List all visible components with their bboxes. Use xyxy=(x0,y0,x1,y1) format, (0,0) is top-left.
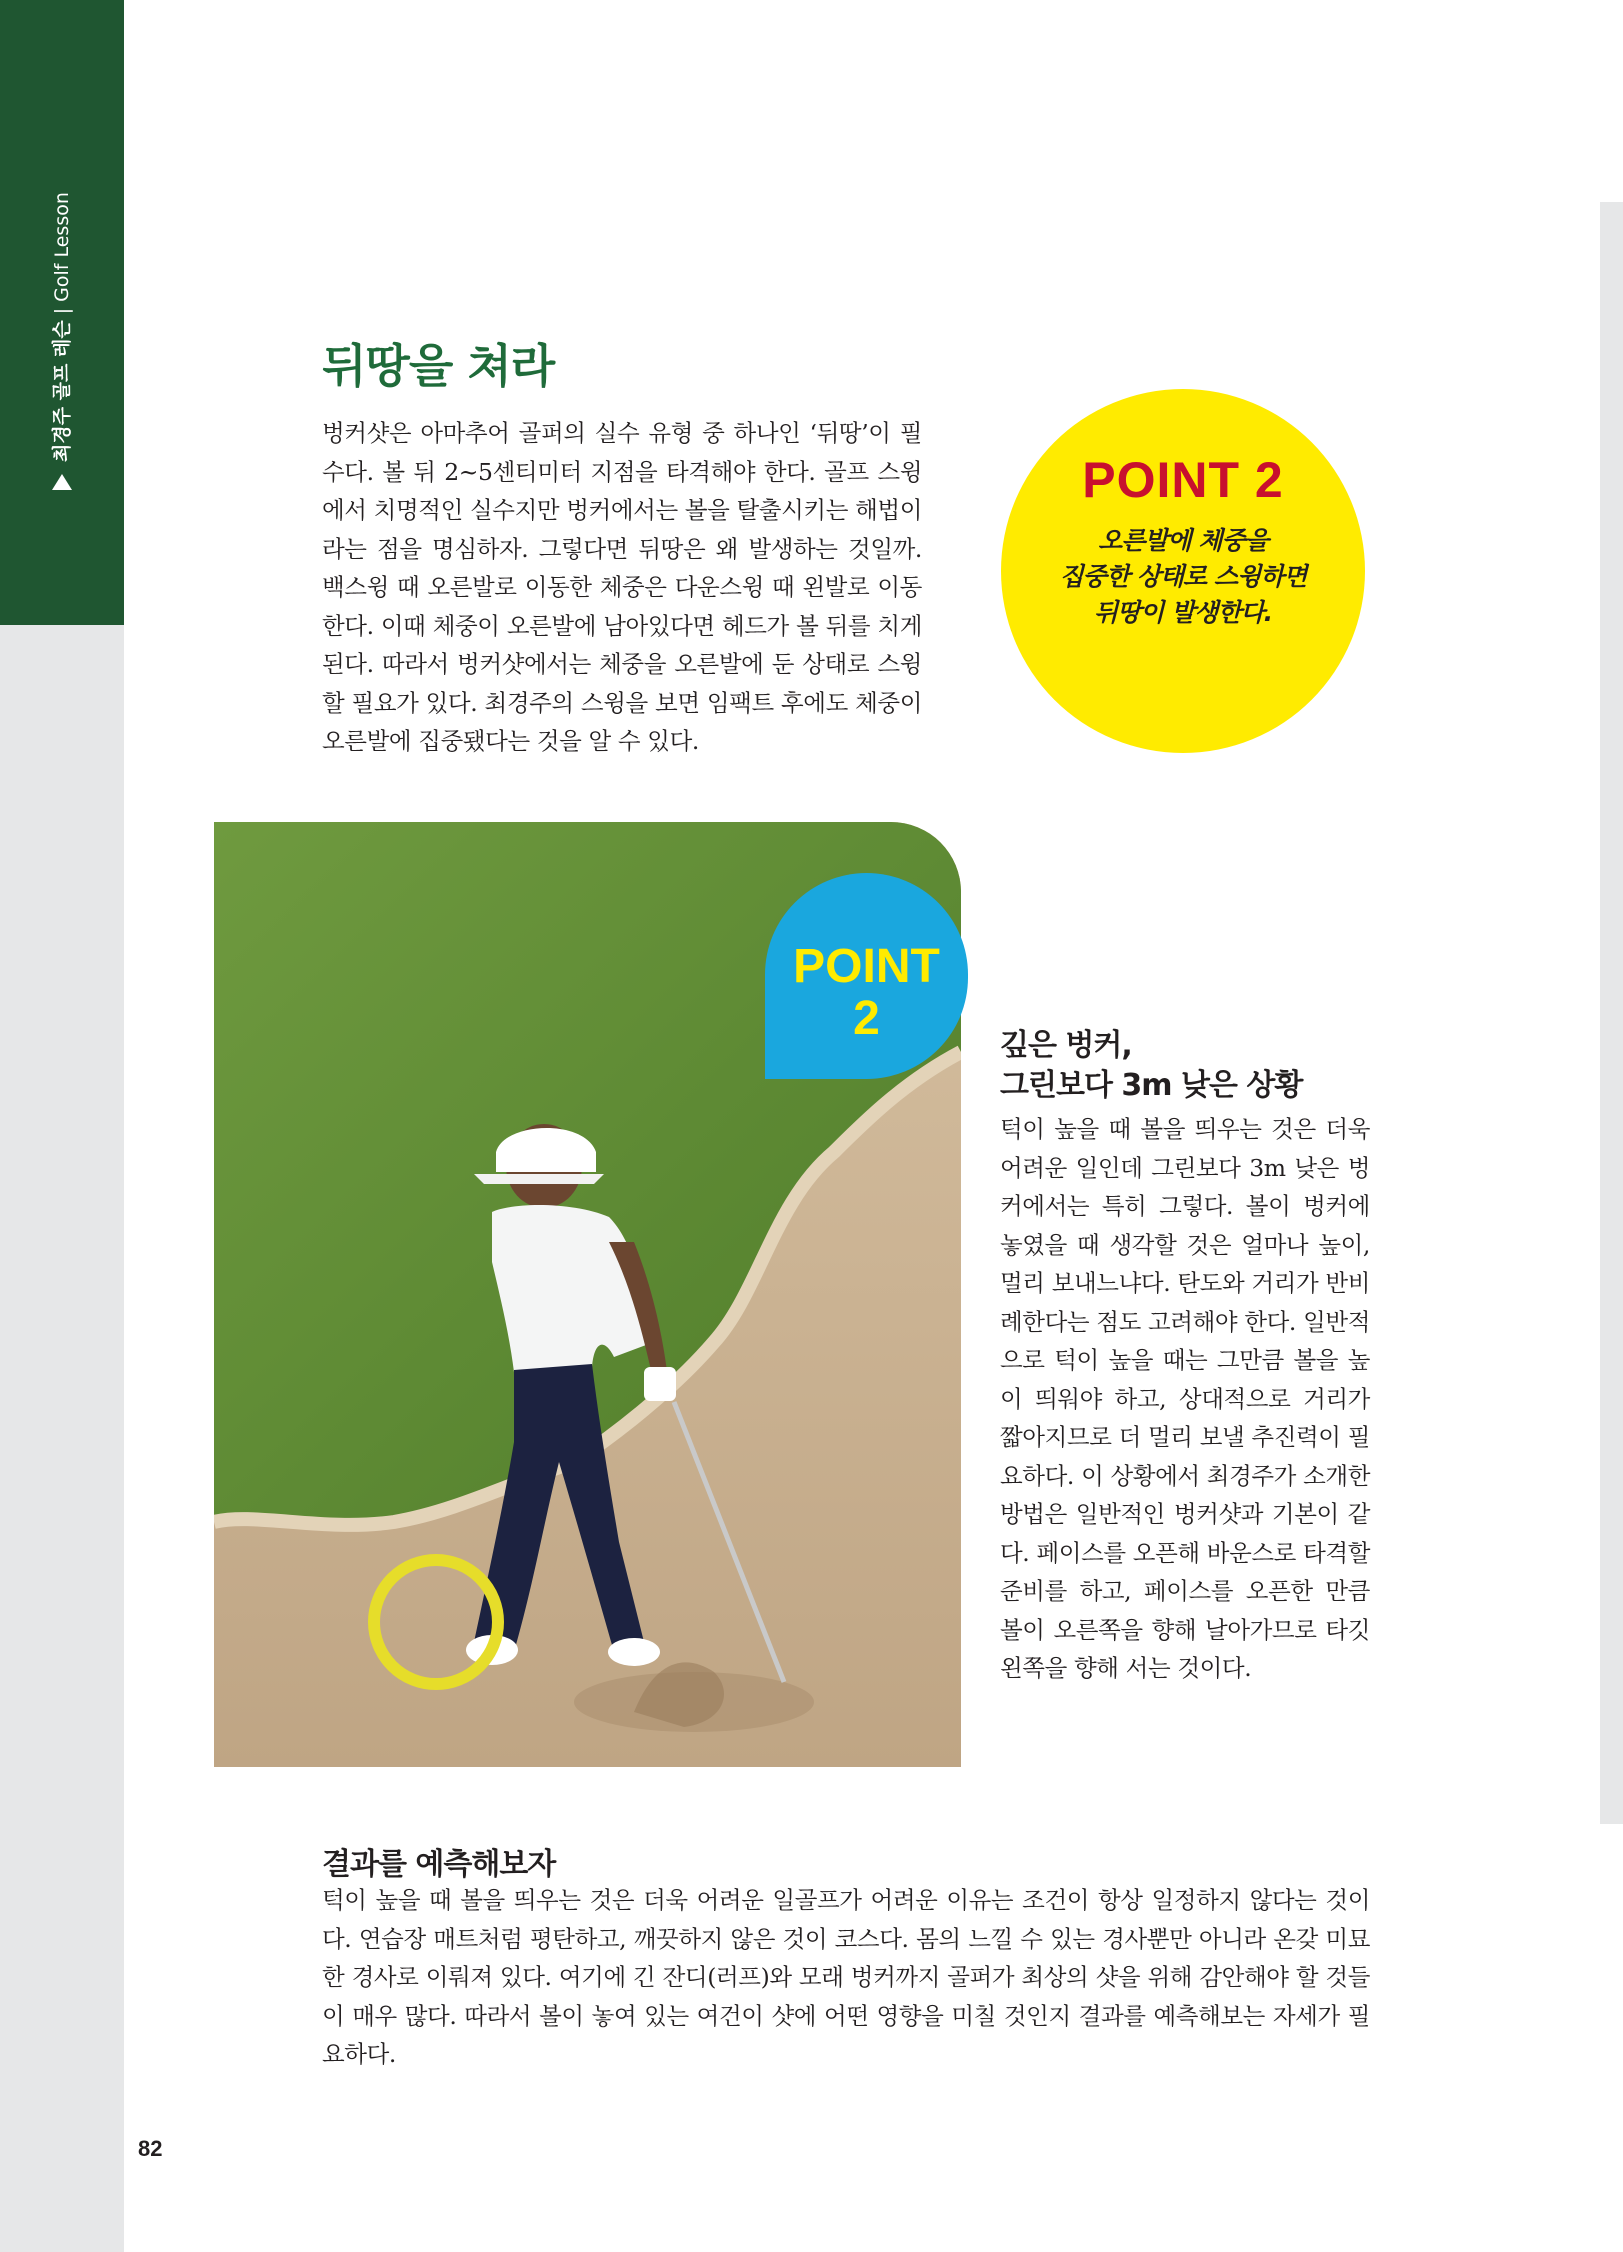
mountain-icon xyxy=(52,474,72,490)
side-section-title-line: 깊은 벙커, xyxy=(1000,1028,1132,1063)
point-callout-text xyxy=(1001,523,1365,631)
point-callout-line: 오른발에 체중을 xyxy=(1098,526,1268,555)
point-callout-line: 집중한 상태로 스윙하면 xyxy=(1059,562,1307,591)
section-label-separator: | xyxy=(51,307,73,315)
side-section-title-line: 그린보다 3m 낮은 상황 xyxy=(1000,1068,1303,1103)
right-edge-bar xyxy=(1600,202,1623,1824)
side-section-title xyxy=(1000,1026,1302,1106)
point-callout-heading: POINT 2 xyxy=(1082,452,1284,508)
point-badge xyxy=(765,873,968,1079)
point-callout xyxy=(1001,389,1365,753)
section-label-english: Golf Lesson xyxy=(51,192,73,302)
page-title: 뒤땅을 쳐라 xyxy=(322,339,555,393)
section-label-korean: 최경주 골프 레슨 xyxy=(51,320,73,462)
bottom-section-body: 턱이 높을 때 볼을 띄우는 것은 더욱 어려운 일골프가 어려운 이유는 조건이 항상 일정하지 않다는 것이다. 연습장 매트처럼 평탄하고, 깨끗하지 않은 것이 코스다. 몸의 느낄 수 있는 경사뿐만 아니라 온갖 미묘한 경사로 이뤄져 있다. 여기에 긴 잔디(러프)와 모래 벙커까지 골퍼가 최상의 샷을 위해 감안해야 할 것들이 매우 많다. 따라서 볼이 놓여 있는 여건이 샷에 어떤 영향을 미칠 것인지 결과를 예측해보는 자세가 필요하다. xyxy=(322,1886,1370,2068)
bottom-section-title: 결과를 예측해보자 xyxy=(322,1847,556,1882)
page-number: 82 xyxy=(138,2136,163,2161)
point-callout-line: 뒤땅이 발생한다. xyxy=(1093,598,1273,627)
side-section-body: 턱이 높을 때 볼을 띄우는 것은 더욱 어려운 일인데 그린보다 3m 낮은 벙커에서는 특히 그렇다. 볼이 벙커에 놓였을 때 생각할 것은 얼마나 높이, 멀리 보내느냐다. 탄도와 거리가 반비례한다는 점도 고려해야 한다. 일반적으로 턱이 높을 때는 그만큼 볼을 높이 띄워야 하고, 상대적으로 거리가 짧아지므로 더 멀리 보낼 추진력이 필요하다. 이 상황에서 최경주가 소개한 방법은 일반적인 벙커샷과 기본이 같다. 페이스를 오픈해 바운스로 타격할 준비를 하고, 페이스를 오픈한 만큼 볼이 오른쪽을 향해 날아가므로 타깃 왼쪽을 향해 서는 것이다. xyxy=(1000,1115,1370,1682)
point-badge-label: POINT xyxy=(793,940,940,993)
intro-paragraph: 벙커샷은 아마추어 골퍼의 실수 유형 중 하나인 ‘뒤땅’이 필수다. 볼 뒤 2~5센티미터 지점을 타격해야 한다. 골프 스윙에서 치명적인 실수지만 벙커에서는 볼을 탈출시키는 해법이라는 점을 명심하자. 그렇다면 뒤땅은 왜 발생하는 것일까. 백스윙 때 오른발로 이동한 체중은 다운스윙 때 왼발로 이동한다. 이때 체중이 오른발에 남아있다면 헤드가 볼 뒤를 치게 된다. 따라서 벙커샷에서는 체중을 오른발에 둔 상태로 스윙할 필요가 있다. 최경주의 스윙을 보면 임팩트 후에도 체중이 오른발에 집중됐다는 것을 알 수 있다. xyxy=(322,419,922,755)
point-badge-number: 2 xyxy=(853,992,880,1045)
